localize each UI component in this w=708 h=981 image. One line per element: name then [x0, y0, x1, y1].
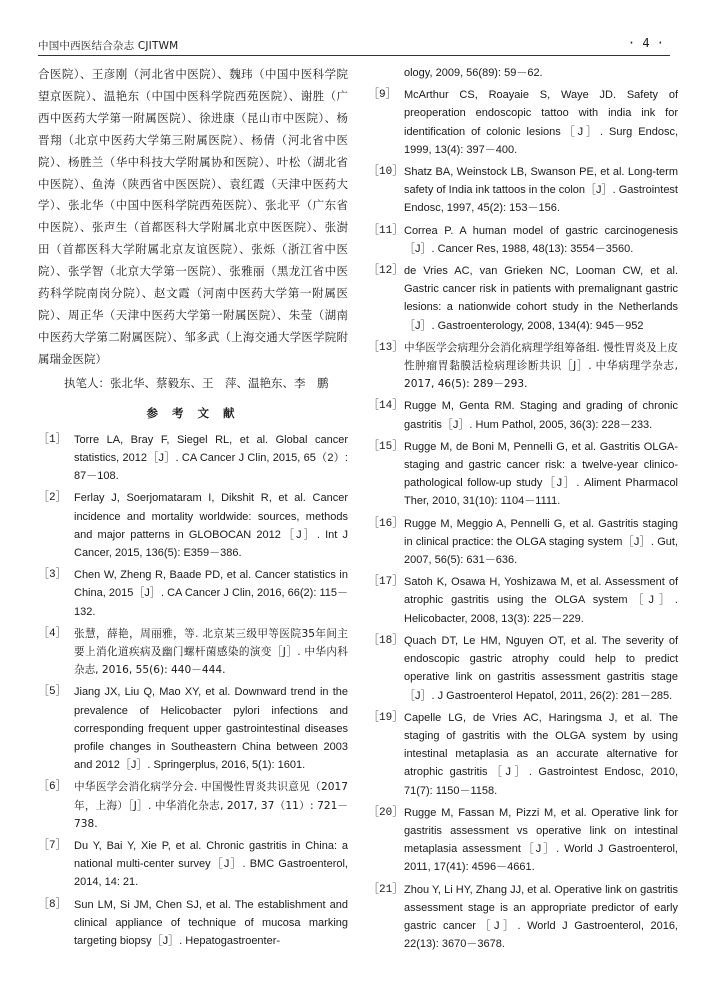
reference-text: de Vries AC, van Grieken NC, Looman CW, et al. Gastric cancer risk in patients with premalignant gastric lesions: a nationwide cohort study in the Netherlands［J］. Gastroenterology, 2008, 134(4): 945－952 [404, 265, 678, 332]
writers-line: 执笔人：张北华、蔡毅东、王 萍、温艳东、李 鹏 [64, 375, 329, 390]
reference-number: ［4］ [38, 627, 67, 640]
reference-number: ［14］ [368, 400, 404, 413]
reference-item [368, 709, 678, 800]
reference-number: ［8］ [38, 898, 67, 911]
reference-item [368, 804, 678, 877]
reference-text: Satoh K, Osawa H, Yoshizawa M, et al. Assessment of atrophic gastritis using the OLGA system［J］. Helicobacter, 2008, 13(3): 225－229. [404, 576, 678, 625]
page-header [38, 36, 670, 54]
reference-number: ［11］ [368, 224, 404, 237]
reference-number: ［19］ [368, 711, 404, 724]
reference-text: Shatz BA, Weinstock LB, Swanson PE, et al. Long-term safety of India ink tattoos in the colon［J］. Gastrointest Endosc, 1997, 45(2): 153－156. [404, 166, 678, 215]
reference-item [38, 489, 348, 562]
reference-item [368, 632, 678, 705]
reference-text: 张慧，薛艳，周丽雅，等. 北京某三级甲等医院35年间主要上消化道疾病及幽门螺杆菌感染的演变［J］. 中华内科杂志, 2016, 55(6): 440－444. [74, 627, 348, 677]
reference-text: Rugge M, Fassan M, Pizzi M, et al. Operative link for gastritis assessment vs operative link on intestinal metaplasia assessment［J］. World J Gastroenterol, 2011, 17(41): 4596－4661. [404, 806, 678, 874]
reference-item [38, 683, 348, 774]
reference-number: ［10］ [368, 166, 404, 179]
reference-item [38, 837, 348, 892]
reference-text: 中华医学会病理分会消化病理学组筹备组. 慢性胃炎及上皮性肿瘤胃黏膜活检病理诊断共识［J］. 中华病理学杂志, 2017, 46(5): 289－293. [404, 341, 678, 391]
reference-text: Rugge M, Genta RM. Staging and grading of chronic gastritis［J］. Hum Pathol, 2005, 36(3): 228－233. [404, 400, 678, 431]
right-column [368, 64, 678, 957]
reference-text: Rugge M, Meggio A, Pennelli G, et al. Gastritis staging in clinical practice: the OLGA staging system［J］. Gut, 2007, 56(5): 631－636. [404, 517, 678, 567]
contributors-paragraph: 合医院）、王彦刚（河北省中医院）、魏玮（中国中医科学院望京医院）、温艳东（中国中医科学院西苑医院）、谢胜（广西中医药大学第一附属医院）、徐进康（昆山市中医院）、杨晋翔（北京中医药大学第三附属医院）、杨倩（河北省中医院）、杨胜兰（华中科技大学附属协和医院）、叶松（湖北省中医院）、鱼涛（陕西省中医医院）、袁红霞（天津中医药大学）、张北华（中国中医科学院西苑医院）、张北平（广东省中医院）、张声生（首都医科大学附属北京中医医院）、张澍田（首都医科大学附属北京友谊医院）、张烁（浙江省中医院）、张学智（北京大学第一医院）、张雅丽（黑龙江省中医药科学院南岗分院）、赵文霞（河南中医药大学第一附属医院）、周正华（天津中医药大学第一附属医院）、朱莹（湖南中医药大学第二附属医院）、邹多武（上海交通大学医学院附属瑞金医院） [38, 67, 348, 366]
reference-text: Zhou Y, Li HY, Zhang JJ, et al. Operative link on gastritis assessment stage is an appropriate predictor of early gastric cancer［J］. World J Gastroenterol, 2016, 22(13): 3670－3678. [404, 883, 678, 951]
reference-text: Torre LA, Bray F, Siegel RL, et al. Global cancer statistics, 2012［J］. CA Cancer J Clin, 2015, 65（2）: 87－108. [74, 433, 348, 483]
reference-number: ［16］ [368, 517, 404, 530]
reference-item [368, 438, 678, 511]
reference-number: ［17］ [368, 576, 404, 589]
page-number: · 4 · [627, 36, 664, 50]
reference-item [368, 397, 678, 433]
reference-text: Jiang JX, Liu Q, Mao XY, et al. Downward trend in the prevalence of Helicobacter pylori infections and corresponding frequent upper gastrointestinal diseases profile changes in Southeastern China between 2003 and 2012［J］. Springerplus, 2016, 5(1): 1601. [74, 686, 348, 772]
reference-item [368, 515, 678, 570]
reference-item [368, 262, 678, 335]
reference-number: ［15］ [368, 440, 404, 453]
reference-item [368, 339, 678, 394]
journal-title: 中国中西医结合杂志 CJITWM [38, 40, 179, 52]
reference-8-continuation: ology, 2009, 56(89): 59－62. [404, 67, 543, 79]
left-column [38, 64, 348, 954]
references-heading: 参 考 文 献 [146, 405, 240, 420]
reference-text: Sun LM, Si JM, Chen SJ, et al. The establishment and clinical appliance of technique of mucosa marking targeting biopsy［J］. Hepatogastroenter- [74, 898, 348, 947]
reference-text: Ferlay J, Soerjomataram I, Dikshit R, et al. Cancer incidence and mortality worldwide: sources, methods and major patterns in GLOBOCAN 2012［J］. Int J Cancer, 2015, 136(5): E359－386. [74, 492, 348, 559]
reference-number: ［2］ [38, 492, 67, 505]
reference-item [38, 778, 348, 833]
reference-list-right [368, 86, 678, 953]
reference-number: ［1］ [38, 433, 67, 446]
reference-text: Capelle LG, de Vries AC, Haringsma J, et al. The staging of gastritis with the OLGA system by using intestinal metaplasia as an accurate alternative for atrophic gastritis［J］. Gastrointest Endosc, 2010, 71(7): 1150－1158. [404, 711, 678, 797]
reference-item [368, 573, 678, 628]
reference-item [38, 566, 348, 621]
reference-item [38, 431, 348, 486]
reference-item [368, 881, 678, 954]
reference-number: ［3］ [38, 569, 67, 582]
reference-item [38, 896, 348, 951]
reference-text: McArthur CS, Roayaie S, Waye JD. Safety of preoperation endoscopic tattoo with india ink for identification of colonic lesions［J］. Surg Endosc, 1999, 13(4): 397－400. [404, 89, 678, 156]
reference-number: ［6］ [38, 781, 67, 794]
reference-number: ［5］ [38, 686, 67, 699]
reference-number: ［20］ [368, 806, 404, 819]
reference-item [38, 625, 348, 680]
reference-text: Chen W, Zheng R, Baade PD, et al. Cancer statistics in China, 2015［J］. CA Cancer J Clin, 2016, 66(2): 115－132. [74, 569, 348, 618]
reference-text: 中华医学会消化病学分会. 中国慢性胃炎共识意见（2017年，上海）［J］. 中华消化杂志, 2017, 37（11）: 721－738. [74, 781, 348, 830]
reference-number: ［9］ [368, 89, 397, 102]
reference-list-left [38, 431, 348, 950]
reference-number: ［13］ [368, 341, 404, 354]
reference-number: ［18］ [368, 634, 404, 647]
reference-item [368, 222, 678, 258]
reference-number: ［7］ [38, 839, 67, 852]
reference-text: Correa P. A human model of gastric carcinogenesis［J］. Cancer Res, 1988, 48(13): 3554－3560. [404, 224, 678, 255]
reference-text: Du Y, Bai Y, Xie P, et al. Chronic gastritis in China: a national multi-center survey［J］. BMC Gastroenterol, 2014, 14: 21. [74, 839, 348, 889]
reference-item [368, 86, 678, 159]
reference-text: Rugge M, de Boni M, Pennelli G, et al. Gastritis OLGA-staging and gastric cancer risk: a twelve-year clinico-pathological follow-up study［J］. Aliment Pharmacol Ther, 2010, 31(10): 1104－1111. [404, 440, 678, 508]
reference-item [368, 163, 678, 218]
reference-number: ［21］ [368, 883, 404, 896]
reference-text: Quach DT, Le HM, Nguyen OT, et al. The severity of endoscopic gastric atrophy could help to predict operative link on gastritis assessment gastritis stage［J］. J Gastroenterol Hepatol, 2011, 26(2): 281－285. [404, 634, 678, 702]
header-rule [38, 55, 670, 56]
reference-number: ［12］ [368, 265, 404, 278]
